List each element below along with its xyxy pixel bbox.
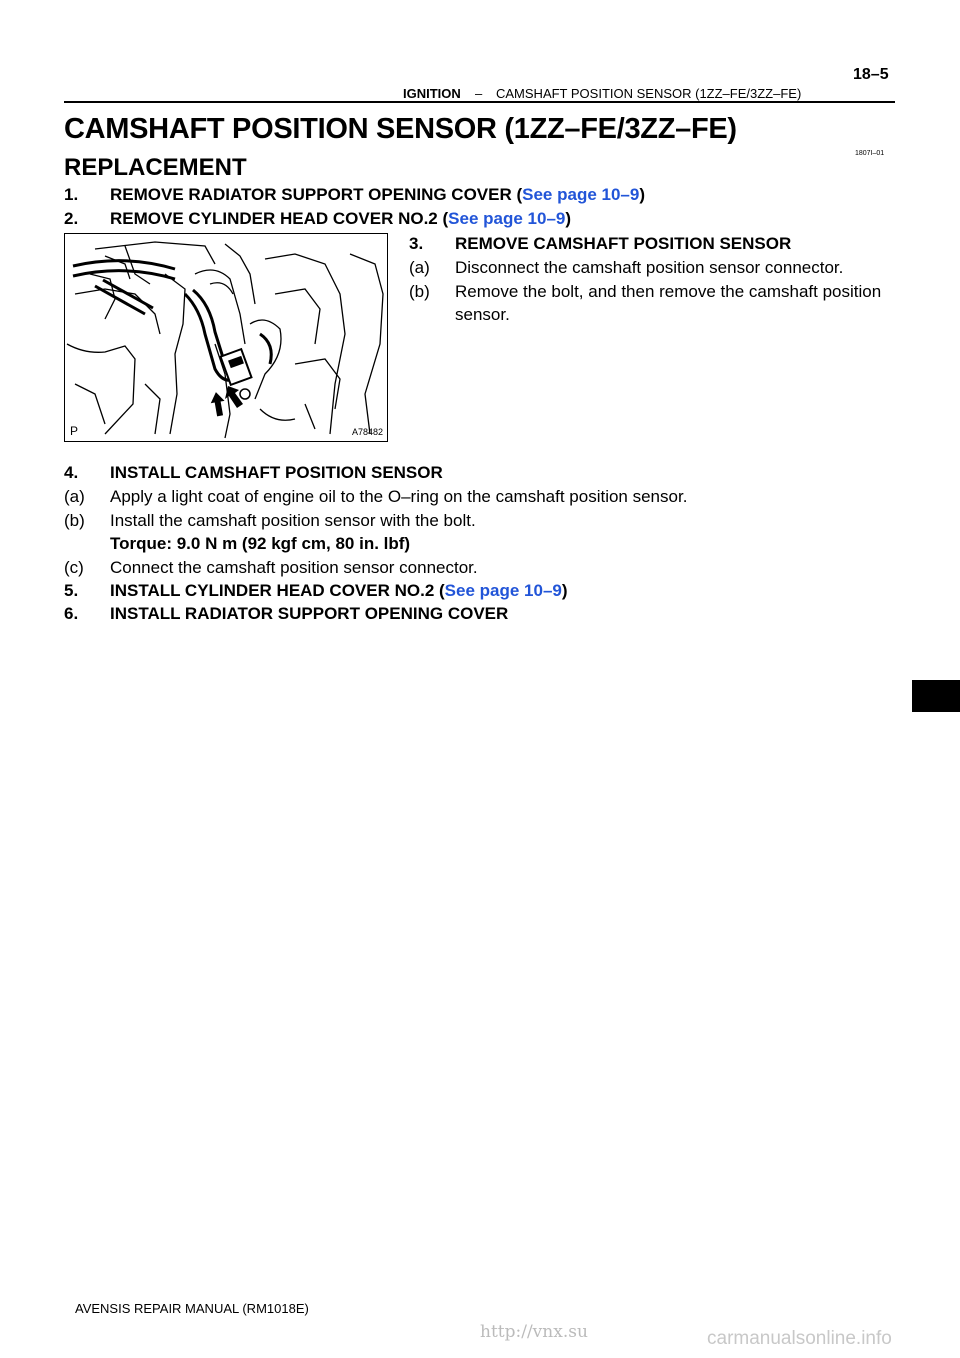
header-dash: – [475,86,483,101]
see-page-link[interactable]: See page 10–9 [522,185,640,204]
step-text: REMOVE RADIATOR SUPPORT OPENING COVER ( [110,185,523,204]
substep-3b-continued: sensor. [455,305,510,324]
header-title: CAMSHAFT POSITION SENSOR (1ZZ–FE/3ZZ–FE) [496,86,802,101]
step-text: REMOVE CAMSHAFT POSITION SENSOR [455,234,792,253]
engine-drawing-icon [65,234,387,440]
see-page-link[interactable]: See page 10–9 [444,581,562,600]
torque-spec: Torque: 9.0 N m (92 kgf cm, 80 in. lbf) [110,534,411,553]
step-number: 5. [64,581,79,600]
section-tab-marker [912,680,960,712]
page-number: 18–5 [853,66,889,83]
figure-code: A78482 [351,427,383,437]
doc-code: 1807I–01 [855,150,885,157]
page-title: CAMSHAFT POSITION SENSOR (1ZZ–FE/3ZZ–FE) [64,113,737,145]
section-title: REPLACEMENT [64,154,247,181]
step-number: 3. [409,234,424,253]
step-text: INSTALL CYLINDER HEAD COVER NO.2 ( [110,581,445,600]
figure-corner-letter: P [70,424,79,438]
step-number: 4. [64,463,79,482]
step-number: 2. [64,209,79,228]
step-text: INSTALL RADIATOR SUPPORT OPENING COVER [110,604,509,623]
step-number: 1. [64,185,79,204]
see-page-link[interactable]: See page 10–9 [448,209,566,228]
header-section: IGNITION [403,86,461,101]
step-text: REMOVE CYLINDER HEAD COVER NO.2 ( [110,209,449,228]
engine-illustration [64,233,388,442]
step-text: INSTALL CAMSHAFT POSITION SENSOR [110,463,443,482]
footer-manual-title: AVENSIS REPAIR MANUAL (RM1018E) [75,1301,309,1316]
header-rule [64,101,895,103]
watermark-left[interactable]: http://vnx.su [480,1322,588,1342]
watermark-right[interactable]: carmanualsonline.info [707,1328,892,1349]
step-number: 6. [64,604,79,623]
